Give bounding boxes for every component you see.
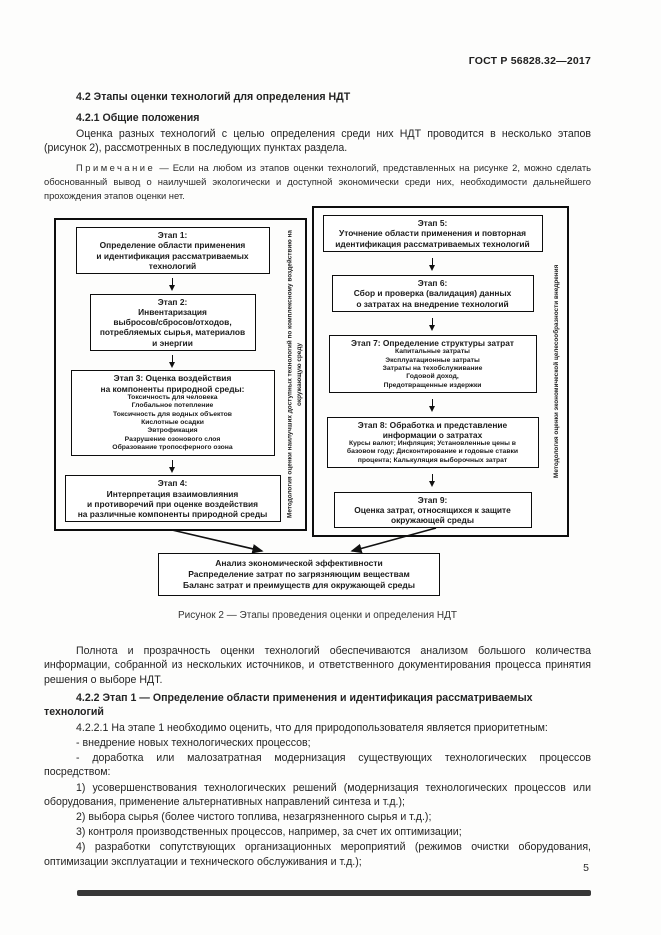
stage-6-text bbox=[336, 278, 530, 309]
text-line: о затратах на внедрение технологий bbox=[356, 298, 509, 309]
stage-1-box bbox=[76, 227, 270, 274]
text-line: окружающей среды bbox=[390, 514, 475, 525]
arrow-stage1-stage2 bbox=[172, 278, 173, 289]
scan-artifact-bar bbox=[77, 890, 591, 896]
stage-7-cost-list bbox=[333, 348, 533, 390]
text-line: потребляемых сырья, материалов bbox=[99, 327, 246, 338]
paragraph-completeness: Полнота и прозрачность оценки технологий обеспечиваются анализом большого количества информации, собранной из нескольких источников, и ответственного документирования процесса принятия решения о выборе НДТ. bbox=[44, 645, 591, 686]
text-line: Разрушение озонового слоя bbox=[124, 435, 221, 443]
numbered-item-2: 2) выбора сырья (более чистого топлива, незагрязненного сырья и т.д.); bbox=[76, 811, 432, 824]
stage-8-box bbox=[327, 417, 539, 469]
text-line: Этап 2: bbox=[157, 296, 188, 307]
arrow-stage7-stage8 bbox=[432, 399, 433, 410]
text-line: технологий bbox=[148, 260, 197, 271]
text-line: Анализ экономической эффективности bbox=[215, 558, 383, 569]
eco-panel-vertical-label: Методология оценки наилучших доступных технологий по комплексному воздействию на окружающую среду bbox=[286, 230, 303, 519]
arrow-stage9-final bbox=[352, 528, 436, 551]
numbered-item-3: 3) контроля производственных процессов, например, за счет их оптимизации; bbox=[76, 826, 462, 839]
stage-4-box bbox=[65, 475, 281, 522]
paragraph-intro: Оценка разных технологий с целью определения среди них НДТ проводится в несколько этапов (рисунок 2), рассмотренных в последующих пунктах раздела. bbox=[44, 128, 591, 155]
text-line: Распределение затрат по загрязняющим веществам bbox=[188, 568, 410, 579]
stage-6-box bbox=[332, 275, 534, 312]
text-line: и противоречий при оценке воздействия bbox=[86, 498, 259, 509]
figure-2-flowchart bbox=[44, 206, 591, 638]
stage-7-heading bbox=[333, 338, 533, 348]
heading-4-2: 4.2 Этапы оценки технологий для определения НДТ bbox=[76, 91, 351, 103]
text-line: Токсичность для водных объектов bbox=[113, 410, 232, 418]
economic-flow-column bbox=[314, 208, 547, 535]
eco-flow-column bbox=[56, 220, 285, 529]
arrow-stage8-stage9 bbox=[432, 474, 433, 485]
text-line: Годовой доход, bbox=[406, 373, 459, 381]
numbered-item-4: 4) разработки сопутствующих организационных мероприятий (режимов очистки оборудования, оптимизации эксплуатации и технического обслуживания и т.д.); bbox=[44, 841, 591, 868]
final-analysis-box bbox=[158, 553, 440, 595]
list-item-modernization: - доработка или малозатратная модернизация существующих технологических процессов посредством: bbox=[44, 752, 591, 779]
text-line: Глобальное потепление bbox=[131, 402, 214, 410]
stage-2-box bbox=[90, 294, 256, 351]
text-line: и идентификация рассматриваемых bbox=[96, 250, 249, 261]
arrow-stage6-stage7 bbox=[432, 318, 433, 329]
stage-3-impact-list bbox=[75, 394, 271, 453]
text-line: Эвтрофикация bbox=[147, 427, 198, 435]
note-label: Примечание bbox=[76, 162, 156, 174]
arrow-stage3-stage4 bbox=[172, 460, 173, 471]
stage-3-box bbox=[71, 370, 275, 455]
figure-caption: Рисунок 2 — Этапы проведения оценки и определения НДТ bbox=[177, 610, 458, 622]
stage-9-text bbox=[338, 495, 528, 526]
text-line: Этап 4: bbox=[157, 478, 188, 489]
text-line: Образование тропосферного озона bbox=[112, 444, 233, 452]
paragraph-4-2-2-1: 4.2.2.1 На этапе 1 необходимо оценить, что для природопользователя является приоритетным: bbox=[76, 721, 548, 734]
stage-5-box bbox=[323, 215, 543, 252]
text-line: Инвентаризация bbox=[138, 306, 207, 317]
note-text: — Если на любом из этапов оценки технологий, представленных на рисунке 2, можно сделать обоснованный вывод о наилучшей экологически и доступной экономически среди них, необходимости дальнейшего прохождения этапов оценки нет. bbox=[44, 162, 591, 201]
text-line: на компоненты природной среды: bbox=[100, 383, 245, 394]
text-line: Этап 9: bbox=[417, 494, 448, 505]
page-number: 5 bbox=[583, 862, 589, 874]
heading-4-2-2: 4.2.2 Этап 1 — Определение области применения и идентификация рассматриваемых технологий bbox=[44, 691, 533, 718]
text-line: Интерпретация взаимовлияния bbox=[106, 488, 239, 499]
numbered-item-1: 1) усовершенствования технологических решений (модернизация технологических процессов или оборудования, применение альтернативных направлений синтеза и т.д.); bbox=[44, 781, 591, 808]
stage-1-text bbox=[80, 230, 266, 271]
text-line: выбросов/сбросов/отходов, bbox=[113, 317, 232, 328]
text-line: Токсичность для человека bbox=[127, 393, 218, 401]
text-line: Сбор и проверка (валидация) данных bbox=[353, 288, 512, 299]
text-line: Капитальные затраты bbox=[395, 348, 470, 356]
text-line: и энергии bbox=[152, 337, 193, 348]
economic-panel-vertical-label: Методология оценки экономической целесообразности внедрения bbox=[553, 265, 561, 479]
stage-2-text bbox=[94, 297, 252, 348]
text-line: Этап 1: bbox=[157, 230, 188, 241]
page-content bbox=[44, 90, 591, 870]
arrow-stage2-stage3 bbox=[172, 355, 173, 366]
text-line: Кислотные осадки bbox=[141, 419, 204, 427]
stage-4-text bbox=[69, 478, 277, 519]
text-line: Затраты на техобслуживание bbox=[382, 365, 483, 373]
text-line: Уточнение области применения и повторная bbox=[339, 228, 526, 239]
text-line: Этап 7: Определение структуры затрат bbox=[350, 338, 514, 349]
stage-3-heading bbox=[75, 373, 271, 393]
stage-5-text bbox=[327, 218, 539, 249]
heading-4-2-1: 4.2.1 Общие положения bbox=[76, 112, 200, 124]
stage-8-details: Курсы валют; Инфляция; Установленные цены в базовом году; Дисконтирование и годовые ставки процента; Калькуляция выборочных затрат bbox=[346, 439, 519, 464]
text-line: Баланс затрат и преимуществ для окружающей среды bbox=[182, 579, 416, 590]
text-line: Этап 6: bbox=[417, 278, 448, 289]
note-paragraph bbox=[44, 161, 591, 202]
text-line: идентификация рассматриваемых технологий bbox=[335, 238, 530, 249]
text-line: Оценка затрат, относящихся к защите bbox=[354, 504, 511, 515]
stage-8-heading bbox=[331, 420, 535, 440]
arrow-stage5-stage6 bbox=[432, 258, 433, 269]
text-line: Этап 8: Обработка и представление bbox=[357, 419, 508, 430]
stage-9-box bbox=[334, 492, 532, 529]
text-line: Предотвращенные издержки bbox=[383, 381, 482, 389]
text-line: информации о затратах bbox=[382, 429, 483, 440]
text-line: Этап 3: Оценка воздействия bbox=[113, 373, 232, 384]
text-line: Эксплуатационные затраты bbox=[385, 356, 480, 364]
text-line: на различные компоненты природной среды bbox=[77, 508, 268, 519]
economic-assessment-panel bbox=[312, 206, 569, 537]
text-line: Этап 5: bbox=[417, 218, 448, 229]
converging-arrows bbox=[44, 524, 591, 554]
text-line: Определение области применения bbox=[99, 240, 246, 251]
arrow-stage4-final bbox=[172, 530, 262, 551]
list-item-new-processes: - внедрение новых технологических процессов; bbox=[76, 737, 311, 749]
document-number-header: ГОСТ Р 56828.32—2017 bbox=[468, 55, 591, 67]
stage-7-box bbox=[329, 335, 537, 393]
eco-assessment-panel bbox=[54, 218, 307, 531]
